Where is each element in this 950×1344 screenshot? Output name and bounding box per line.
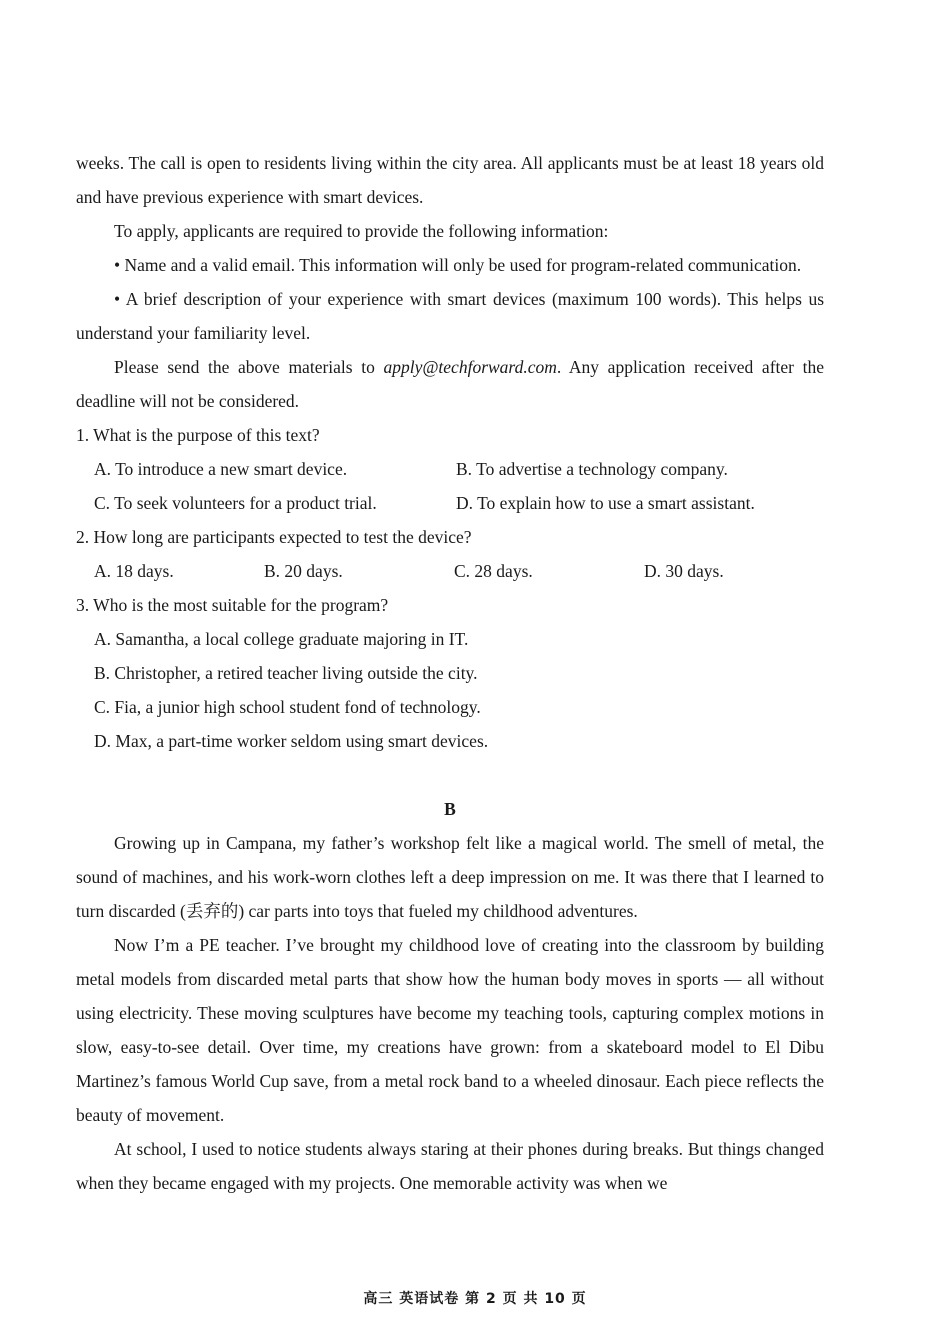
page-content (76, 146, 824, 1200)
p3-after: . Any application received after the deadline will not be considered. (76, 357, 824, 411)
question-2-option-a: A. 18 days. (94, 561, 174, 581)
passage-b-paragraph-1: Growing up in Campana, my father’s workshop felt like a magical world. The smell of metal, the sound of machines, and his work-worn clothes left a deep impression on me. It was there that I learned to turn discarded (丢弃的) car parts into toys that fueled my childhood adventures. (76, 833, 824, 921)
question-2-option-b: B. 20 days. (264, 561, 343, 581)
question-1-options-row-1 (76, 452, 824, 486)
question-1-stem: 1. What is the purpose of this text? (76, 425, 320, 445)
passage-a-bullet-1: • Name and a valid email. This information will only be used for program-related communication. (114, 255, 802, 275)
question-1-option-b: B. To advertise a technology company. (456, 459, 728, 479)
question-1-option-d: D. To explain how to use a smart assistant. (456, 493, 755, 513)
question-2-stem: 2. How long are participants expected to test the device? (76, 527, 472, 547)
passage-a-paragraph-1: weeks. The call is open to residents living within the city area. All applicants must be at least 18 years old and have previous experience with smart devices. (76, 153, 824, 207)
question-3-option-c: C. Fia, a junior high school student fond of technology. (94, 697, 481, 717)
question-2-option-d: D. 30 days. (644, 561, 724, 581)
question-3-option-a: A. Samantha, a local college graduate majoring in IT. (94, 629, 469, 649)
passage-b-paragraph-2: Now I’m a PE teacher. I’ve brought my childhood love of creating into the classroom by building metal models from discarded metal parts that show how the human body moves in sports — all without using electricity. These moving sculptures have become my teaching tools, capturing complex motions in slow, easy-to-see detail. Over time, my creations have grown: from a skateboard model to El Dibu Martinez’s famous World Cup save, from a metal rock band to a wheeled dinosaur. Each piece reflects the beauty of movement. (76, 935, 824, 1125)
question-2-options (76, 554, 824, 588)
p3-before: Please send the above materials to (114, 357, 384, 377)
apply-email: apply@techforward.com (383, 357, 557, 377)
question-3-option-d: D. Max, a part-time worker seldom using smart devices. (94, 731, 489, 751)
page-footer: 高三 英语试卷 第 2 页 共 10 页 (363, 1291, 587, 1307)
question-3-stem: 3. Who is the most suitable for the program? (76, 595, 389, 615)
question-1-option-c: C. To seek volunteers for a product trial. (94, 493, 377, 513)
question-1-options-row-2 (76, 486, 824, 520)
question-1-option-a: A. To introduce a new smart device. (94, 459, 348, 479)
passage-a-paragraph-3 (76, 350, 824, 418)
passage-b-paragraph-3: At school, I used to notice students always staring at their phones during breaks. But things changed when they became engaged with my projects. One memorable activity was when we (76, 1139, 824, 1193)
question-3-option-b: B. Christopher, a retired teacher living outside the city. (94, 663, 478, 683)
section-b-title: B (444, 799, 456, 819)
passage-a-bullet-2: • A brief description of your experience with smart devices (maximum 100 words). This helps us understand your familiarity level. (76, 289, 824, 343)
passage-a-paragraph-2: To apply, applicants are required to provide the following information: (114, 221, 609, 241)
question-2-option-c: C. 28 days. (454, 561, 533, 581)
